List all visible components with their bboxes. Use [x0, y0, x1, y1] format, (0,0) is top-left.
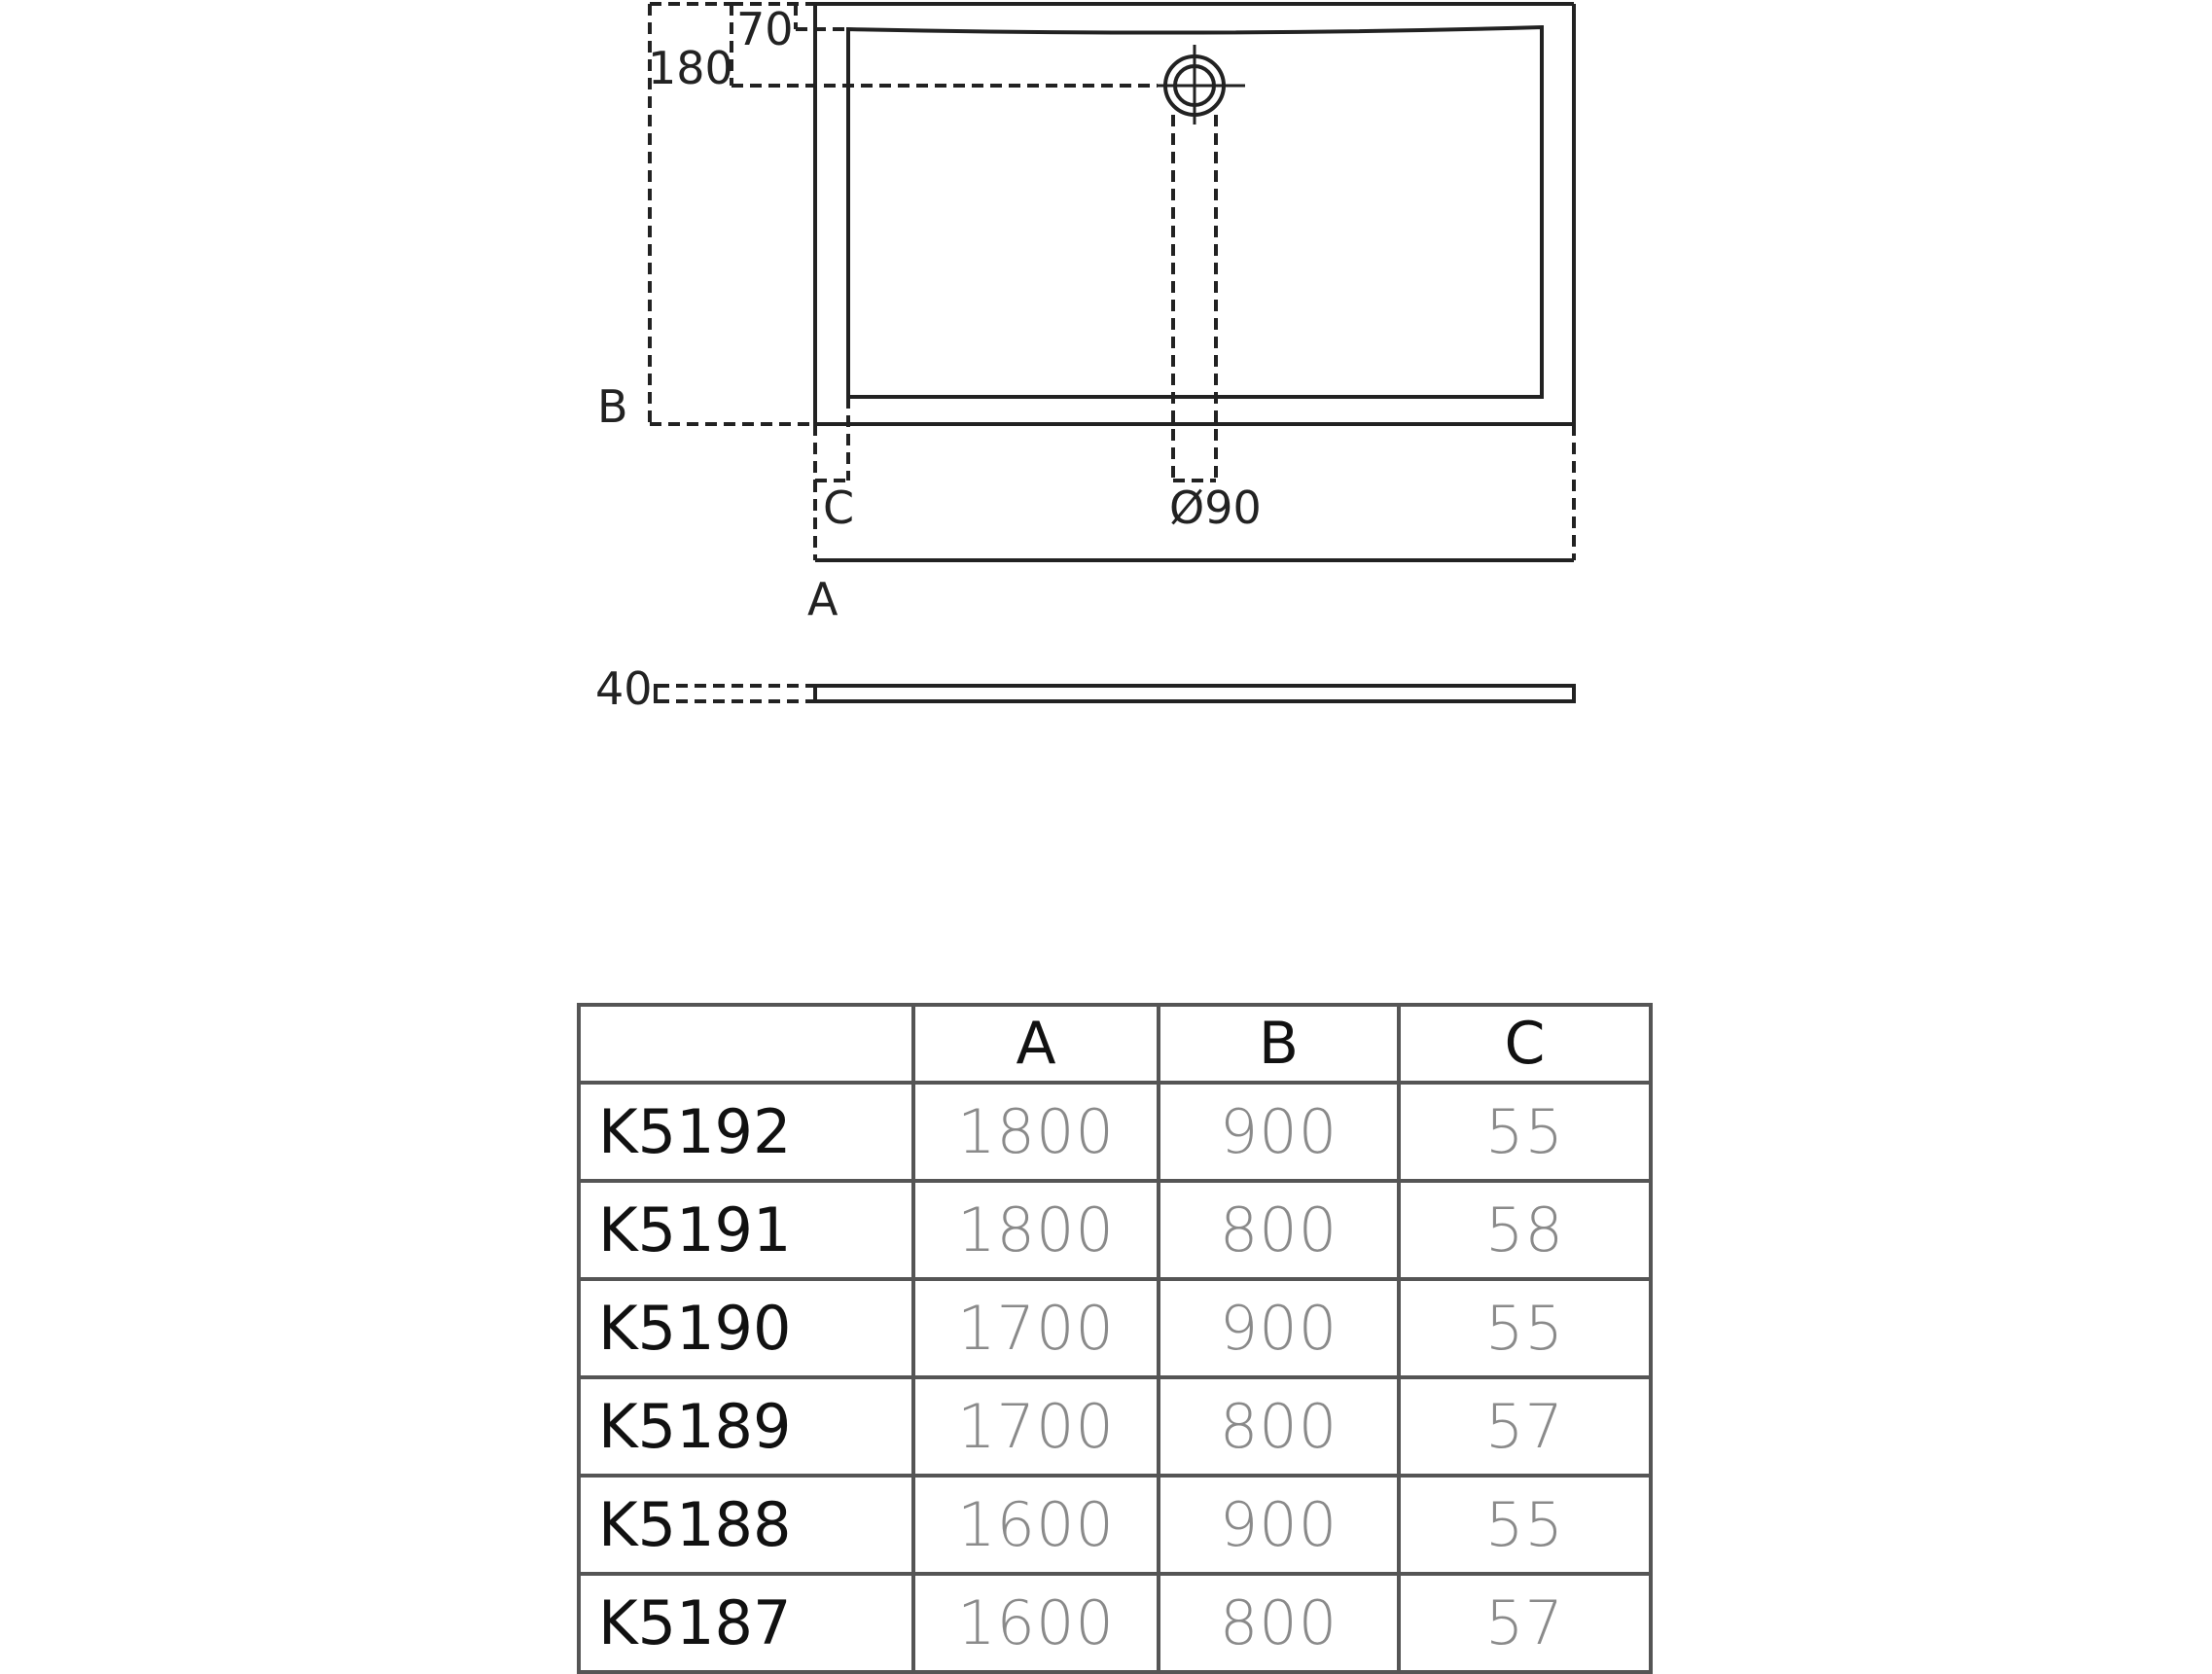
table-row: [579, 1476, 1651, 1574]
value-a: 1700: [913, 1279, 1159, 1377]
table-row: [579, 1377, 1651, 1476]
model-code: K5191: [579, 1181, 913, 1279]
value-c: 57: [1399, 1574, 1651, 1672]
value-a: 1800: [913, 1083, 1159, 1181]
label-70: 70: [736, 3, 794, 55]
value-a: 1600: [913, 1574, 1159, 1672]
model-code: K5189: [579, 1377, 913, 1476]
value-b: 800: [1159, 1574, 1399, 1672]
header-a: A: [913, 1005, 1159, 1083]
dimensions-table: [577, 1003, 1653, 1674]
label-b: B: [597, 380, 628, 433]
dimension-lines: [650, 4, 1574, 701]
value-a: 1800: [913, 1181, 1159, 1279]
tray-plan-view: [815, 4, 1574, 424]
header-b: B: [1159, 1005, 1399, 1083]
value-b: 800: [1159, 1181, 1399, 1279]
label-180: 180: [648, 42, 733, 94]
value-b: 900: [1159, 1279, 1399, 1377]
table-header-row: [579, 1005, 1651, 1083]
header-c: C: [1399, 1005, 1651, 1083]
tray-profile: [815, 686, 1574, 701]
label-c: C: [823, 481, 855, 534]
value-c: 55: [1399, 1279, 1651, 1377]
label-waste-diameter: Ø90: [1169, 481, 1262, 534]
shower-tray-technical-drawing: [0, 0, 2212, 739]
value-c: 58: [1399, 1181, 1651, 1279]
table-row: [579, 1181, 1651, 1279]
value-a: 1600: [913, 1476, 1159, 1574]
table-row: [579, 1083, 1651, 1181]
value-b: 800: [1159, 1377, 1399, 1476]
model-code: K5188: [579, 1476, 913, 1574]
value-c: 55: [1399, 1476, 1651, 1574]
value-c: 57: [1399, 1377, 1651, 1476]
model-code: K5192: [579, 1083, 913, 1181]
value-b: 900: [1159, 1476, 1399, 1574]
label-40: 40: [595, 662, 653, 715]
model-code: K5190: [579, 1279, 913, 1377]
label-a: A: [807, 573, 838, 625]
value-c: 55: [1399, 1083, 1651, 1181]
value-a: 1700: [913, 1377, 1159, 1476]
table-row: [579, 1279, 1651, 1377]
model-code: K5187: [579, 1574, 913, 1672]
value-b: 900: [1159, 1083, 1399, 1181]
header-model: [579, 1005, 913, 1083]
table-row: [579, 1574, 1651, 1672]
